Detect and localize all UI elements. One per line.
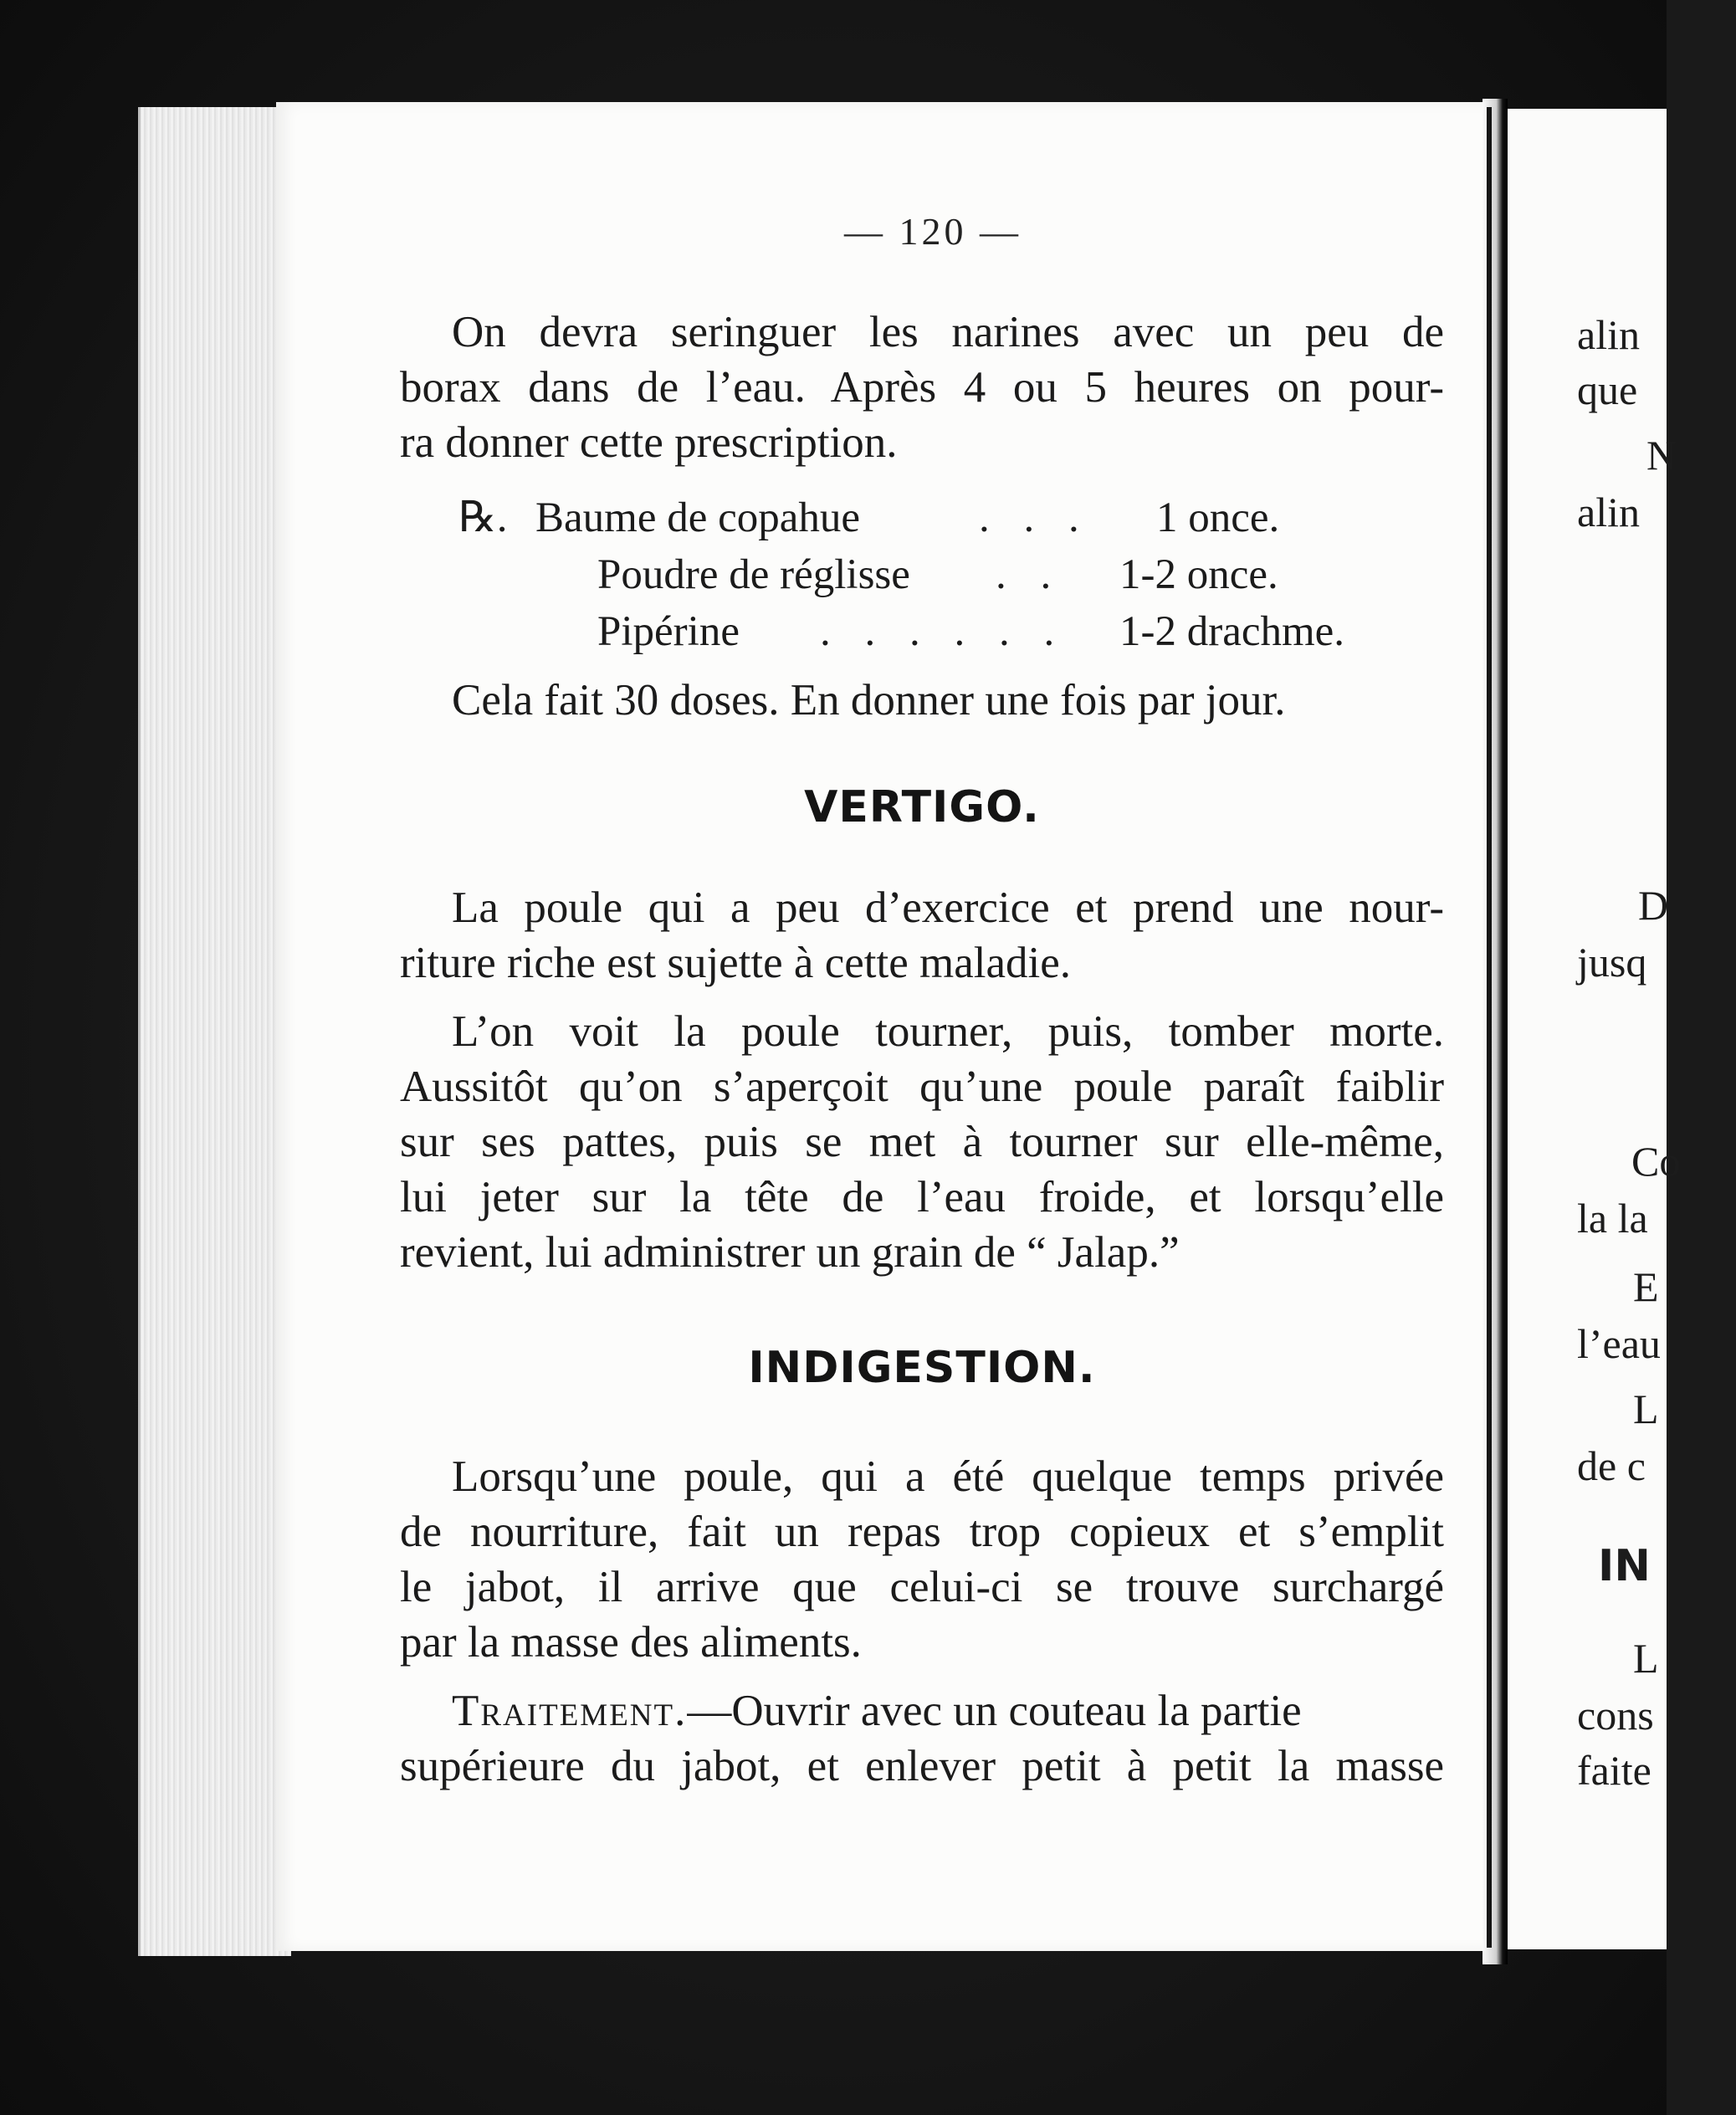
facing-page-fragment: E (1633, 1263, 1659, 1310)
paragraph-line: lui jeter sur la tête de l’eau froide, et lorsqu’elle (400, 1173, 1444, 1221)
paragraph-line: revient, lui administrer un grain de “ Jalap.” (400, 1228, 1180, 1277)
paragraph-line: sur ses pattes, puis se met à tourner sur elle-même, (400, 1118, 1444, 1166)
page-edge-stack (138, 107, 291, 1956)
facing-page-fragment: N (1646, 432, 1677, 479)
rx-item-dose: 1 once. (1156, 494, 1280, 541)
paragraph-line: Lorsqu’une poule, qui a été quelque temps privée (452, 1452, 1444, 1501)
rx-item-name: Pipérine (597, 608, 740, 655)
facing-page-fragment: alin (1577, 489, 1640, 535)
rx-item-dose: 1-2 once. (1119, 551, 1278, 598)
treatment-line (452, 1682, 1444, 1740)
paragraph-line: riture riche est sujette à cette maladie. (400, 939, 1071, 987)
paragraph-line: borax dans de l’eau. Après 4 ou 5 heures on pour- (400, 363, 1444, 412)
rx-item-dots: . . (996, 551, 1063, 598)
page-number: — 120 — (844, 210, 1022, 253)
paragraph-line: Aussitôt qu’on s’aperçoit qu’une poule paraît faiblir (400, 1063, 1444, 1111)
rx-item-dose: 1-2 drachme. (1119, 608, 1345, 655)
facing-page-fragment: D (1638, 882, 1669, 929)
paragraph-line: L’on voit la poule tourner, puis, tomber morte. (452, 1007, 1444, 1056)
section-heading-indigestion: INDIGESTION. (748, 1343, 1096, 1393)
facing-page-fragment: Co (1631, 1138, 1681, 1185)
paragraph-line: On devra seringuer les narines avec un peu de (452, 308, 1444, 356)
facing-page-fragment: IN (1598, 1541, 1651, 1591)
facing-page-fragment: de c (1577, 1442, 1646, 1489)
facing-page-fragment: faite (1577, 1747, 1652, 1794)
facing-page-fragment: la la (1577, 1195, 1648, 1242)
facing-page-fragment: que (1577, 366, 1638, 413)
treatment-text: —Ouvrir avec un couteau la partie (687, 1687, 1302, 1735)
facing-page-fragment: jusq (1577, 939, 1647, 986)
paragraph-line: ra donner cette prescription. (400, 418, 898, 467)
facing-page-fragment: L (1633, 1635, 1659, 1682)
prescription-note: Cela fait 30 doses. En donner une fois par jour. (452, 676, 1286, 725)
rx-item-name: Poudre de réglisse (597, 551, 910, 598)
facing-page-fragment: alin (1577, 311, 1640, 358)
gutter-shadow (1487, 107, 1492, 1948)
rx-item-dots: . . . . . . (820, 608, 1067, 655)
facing-page-fragment: L (1633, 1385, 1659, 1432)
paragraph-line: La poule qui a peu d’exercice et prend une nour- (452, 883, 1444, 932)
paragraph-line: le jabot, il arrive que celui-ci se trouve surchargé (400, 1563, 1444, 1611)
treatment-label: Traitement. (452, 1687, 688, 1735)
section-heading-vertigo: VERTIGO. (804, 782, 1040, 832)
rx-item-name: Baume de copahue (535, 494, 861, 541)
paragraph-line: par la masse des aliments. (400, 1618, 862, 1667)
rx-item-dots: . . . (979, 494, 1091, 541)
paragraph-line: de nourriture, fait un repas trop copieux et s’emplit (400, 1508, 1444, 1556)
facing-page-fragment: cons (1577, 1692, 1654, 1739)
facing-page-fragment: l’eau (1577, 1320, 1661, 1367)
paragraph-line: supérieure du jabot, et enlever petit à petit la masse (400, 1742, 1444, 1790)
rx-symbol: ℞. (458, 494, 508, 541)
